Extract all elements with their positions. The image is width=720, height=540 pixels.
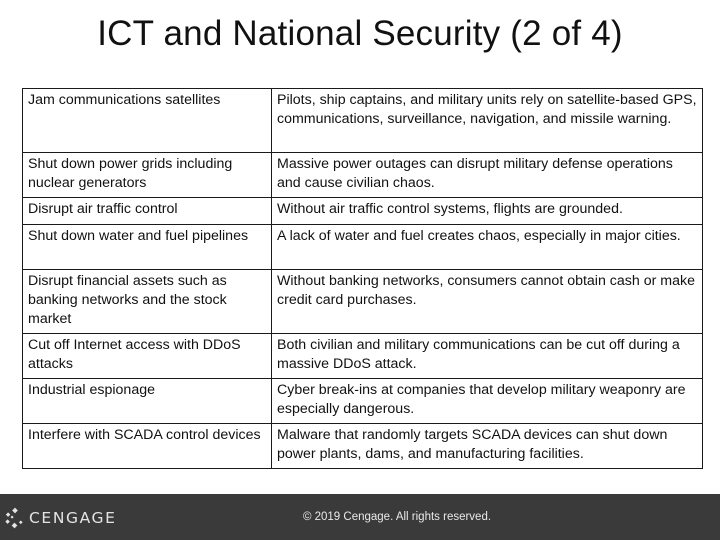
table-row [23, 424, 703, 469]
action-cell: Shut down power grids including nuclear generators [23, 153, 272, 198]
effect-cell: Both civilian and military communications can be cut off during a massive DDoS attack. [272, 334, 703, 379]
table-row [23, 225, 703, 270]
action-cell: Shut down water and fuel pipelines [23, 225, 272, 270]
table-row [23, 379, 703, 424]
brand-name: CENGAGE [29, 509, 117, 527]
action-cell: Disrupt air traffic control [23, 198, 272, 225]
threat-table [22, 88, 703, 469]
table-row [23, 334, 703, 379]
action-cell: Disrupt financial assets such as banking networks and the stock market [23, 270, 272, 334]
action-cell: Industrial espionage [23, 379, 272, 424]
effect-cell: Malware that randomly targets SCADA devices can shut down power plants, dams, and manufacturing facilities. [272, 424, 703, 469]
copyright-text: © 2019 Cengage. All rights reserved. [302, 511, 492, 523]
cengage-logo [4, 507, 117, 529]
slide-title: ICT and National Security (2 of 4) [97, 14, 623, 53]
action-cell: Interfere with SCADA control devices [23, 424, 272, 469]
effect-cell: Cyber break-ins at companies that develop military weaponry are especially dangerous. [272, 379, 703, 424]
cengage-logo-icon [4, 507, 26, 529]
action-cell: Jam communications satellites [23, 89, 272, 153]
action-cell: Cut off Internet access with DDoS attacks [23, 334, 272, 379]
effect-cell: Massive power outages can disrupt military defense operations and cause civilian chaos. [272, 153, 703, 198]
table-row [23, 153, 703, 198]
effect-cell: A lack of water and fuel creates chaos, especially in major cities. [272, 225, 703, 270]
table-row [23, 270, 703, 334]
effect-cell: Without air traffic control systems, flights are grounded. [272, 198, 703, 225]
effect-cell: Pilots, ship captains, and military units rely on satellite-based GPS, communications, surveillance, navigation, and missile warning. [272, 89, 703, 153]
effect-cell: Without banking networks, consumers cannot obtain cash or make credit card purchases. [272, 270, 703, 334]
footer-bar [0, 494, 720, 540]
table-row [23, 89, 703, 153]
table-row [23, 198, 703, 225]
